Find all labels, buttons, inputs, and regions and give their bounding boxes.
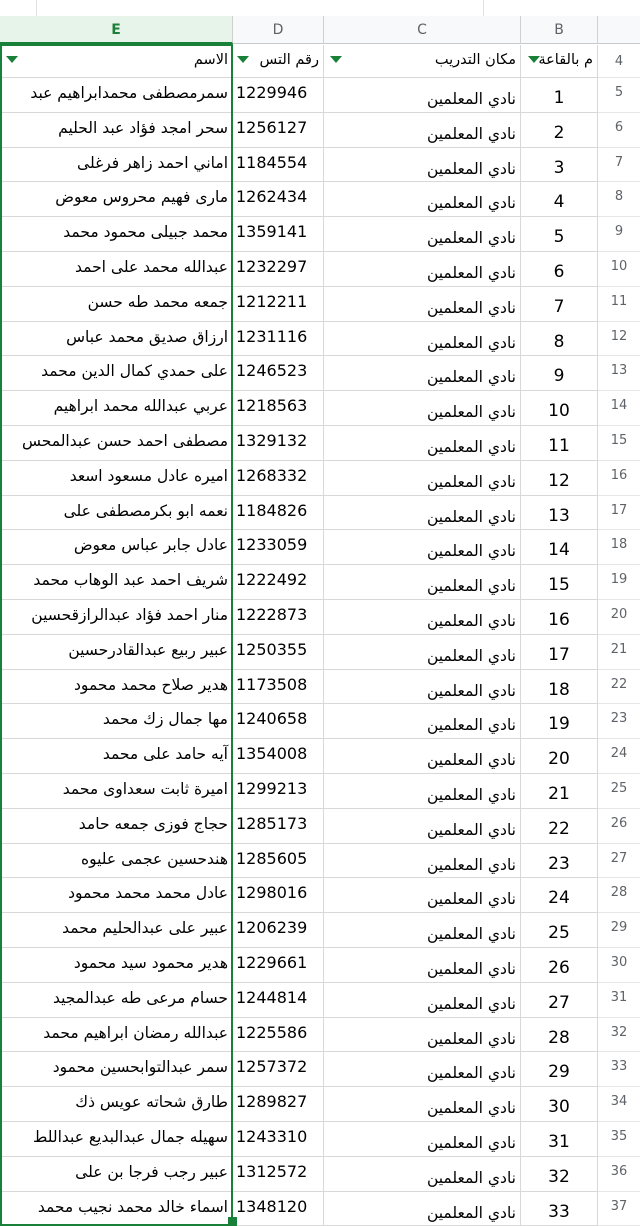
name-cell[interactable]: عربي عبدالله محمد ابراهيم <box>0 391 233 426</box>
name-cell[interactable]: عبير على عبدالحليم محمد <box>0 913 233 948</box>
index-cell[interactable]: 15 <box>521 565 598 600</box>
filter-dropdown-icon[interactable] <box>6 56 18 63</box>
training-place-cell[interactable]: نادي المعلمين <box>324 670 521 705</box>
seat-number-cell[interactable]: 1173508 <box>233 670 324 705</box>
name-cell[interactable]: ارزاق صديق محمد عباس <box>0 322 233 357</box>
training-place-cell[interactable]: نادي المعلمين <box>324 182 521 217</box>
name-cell[interactable]: شريف احمد عبد الوهاب محمد <box>0 565 233 600</box>
name-cell[interactable]: نعمه ابو بكرمصطفى على <box>0 496 233 531</box>
index-cell[interactable]: 5 <box>521 217 598 252</box>
row-header[interactable]: 26 <box>598 809 640 844</box>
name-cell[interactable]: عبدالله رمضان ابراهيم محمد <box>0 1018 233 1053</box>
index-cell[interactable]: 24 <box>521 878 598 913</box>
name-cell[interactable]: عبدالله محمد على احمد <box>0 252 233 287</box>
index-cell[interactable]: 26 <box>521 948 598 983</box>
seat-number-cell[interactable]: 1348120 <box>233 1192 324 1226</box>
seat-number-cell[interactable]: 1257372 <box>233 1052 324 1087</box>
name-cell[interactable]: مارى فهيم محروس معوض <box>0 182 233 217</box>
seat-number-cell[interactable]: 1359141 <box>233 217 324 252</box>
row-header[interactable]: 10 <box>598 252 640 287</box>
fill-handle[interactable] <box>228 1217 237 1226</box>
index-cell[interactable]: 25 <box>521 913 598 948</box>
name-cell[interactable]: طارق شحاته عويس ذك <box>0 1087 233 1122</box>
index-cell[interactable]: 27 <box>521 983 598 1018</box>
index-cell[interactable]: 7 <box>521 287 598 322</box>
filter-dropdown-icon[interactable] <box>237 56 249 63</box>
training-place-cell[interactable]: نادي المعلمين <box>324 948 521 983</box>
name-cell[interactable]: مصطفى احمد حسن عبدالمحس <box>0 426 233 461</box>
index-cell[interactable]: 33 <box>521 1192 598 1226</box>
name-cell[interactable]: آيه حامد على محمد <box>0 739 233 774</box>
index-cell[interactable]: 19 <box>521 704 598 739</box>
training-place-cell[interactable]: نادي المعلمين <box>324 1052 521 1087</box>
seat-number-cell[interactable]: 1312572 <box>233 1157 324 1192</box>
index-cell[interactable]: 23 <box>521 844 598 879</box>
row-header[interactable]: 11 <box>598 287 640 322</box>
row-header[interactable]: 30 <box>598 948 640 983</box>
name-cell[interactable]: هدير صلاح محمد محمود <box>0 670 233 705</box>
seat-number-cell[interactable]: 1354008 <box>233 739 324 774</box>
training-place-cell[interactable]: نادي المعلمين <box>324 635 521 670</box>
seat-number-cell[interactable]: 1329132 <box>233 426 324 461</box>
training-place-cell[interactable]: نادي المعلمين <box>324 739 521 774</box>
divider <box>483 0 484 16</box>
seat-number-cell[interactable]: 1229661 <box>233 948 324 983</box>
filter-dropdown-icon[interactable] <box>330 56 342 63</box>
row-header[interactable]: 33 <box>598 1052 640 1087</box>
seat-number-cell[interactable]: 1250355 <box>233 635 324 670</box>
training-place-cell[interactable]: نادي المعلمين <box>324 1122 521 1157</box>
training-place-cell[interactable]: نادي المعلمين <box>324 113 521 148</box>
index-cell[interactable]: 11 <box>521 426 598 461</box>
name-cell[interactable]: سهيله جمال عبدالبديع عبداللط <box>0 1122 233 1157</box>
seat-number-cell[interactable]: 1225586 <box>233 1018 324 1053</box>
name-cell[interactable]: اميره عادل مسعود اسعد <box>0 461 233 496</box>
row-header[interactable]: 35 <box>598 1122 640 1157</box>
name-cell[interactable]: عادل جابر عباس معوض <box>0 530 233 565</box>
seat-number-cell[interactable]: 1229946 <box>233 78 324 113</box>
column-header-D[interactable]: D <box>233 16 324 44</box>
training-place-cell[interactable]: نادي المعلمين <box>324 148 521 183</box>
seat-number-cell[interactable]: 1289827 <box>233 1087 324 1122</box>
row-header[interactable]: 37 <box>598 1192 640 1226</box>
seat-number-cell[interactable]: 1285173 <box>233 809 324 844</box>
seat-number-cell[interactable]: 1268332 <box>233 461 324 496</box>
seat-number-cell[interactable]: 1233059 <box>233 530 324 565</box>
seat-number-cell[interactable]: 1262434 <box>233 182 324 217</box>
row-header[interactable]: 6 <box>598 113 640 148</box>
row-header[interactable]: 31 <box>598 983 640 1018</box>
name-cell[interactable]: عادل محمد محمد محمود <box>0 878 233 913</box>
name-cell[interactable]: اميرة ثابت سعداوى محمد <box>0 774 233 809</box>
seat-number-cell[interactable]: 1299213 <box>233 774 324 809</box>
training-place-cell[interactable]: نادي المعلمين <box>324 1018 521 1053</box>
index-cell[interactable]: 1 <box>521 78 598 113</box>
column-header-B[interactable]: B <box>521 16 598 44</box>
row-header[interactable]: 19 <box>598 565 640 600</box>
index-cell[interactable]: 29 <box>521 1052 598 1087</box>
training-place-cell[interactable]: نادي المعلمين <box>324 426 521 461</box>
training-place-cell[interactable]: نادي المعلمين <box>324 217 521 252</box>
index-cell[interactable]: 28 <box>521 1018 598 1053</box>
seat-number-cell[interactable]: 1212211 <box>233 287 324 322</box>
row-header[interactable]: 17 <box>598 496 640 531</box>
name-cell[interactable]: محمد جبيلى محمود محمد <box>0 217 233 252</box>
header-label-hall-index: م بالقاعة <box>538 52 593 68</box>
name-cell[interactable]: سمرمصطفى محمدابراهيم عبد <box>0 78 233 113</box>
index-cell[interactable]: 10 <box>521 391 598 426</box>
name-cell[interactable]: اماني احمد زاهر فرغلى <box>0 148 233 183</box>
training-place-cell[interactable]: نادي المعلمين <box>324 809 521 844</box>
row-header[interactable]: 36 <box>598 1157 640 1192</box>
training-place-cell[interactable]: نادي المعلمين <box>324 322 521 357</box>
training-place-cell[interactable]: نادي المعلمين <box>324 252 521 287</box>
name-cell[interactable]: جمعه محمد طه حسن <box>0 287 233 322</box>
row-header[interactable]: 34 <box>598 1087 640 1122</box>
index-cell[interactable]: 16 <box>521 600 598 635</box>
row-header[interactable]: 32 <box>598 1018 640 1053</box>
row-header[interactable]: 27 <box>598 844 640 879</box>
seat-number-cell[interactable]: 1184826 <box>233 496 324 531</box>
seat-number-cell[interactable]: 1298016 <box>233 878 324 913</box>
index-cell[interactable]: 6 <box>521 252 598 287</box>
seat-number-cell[interactable]: 1218563 <box>233 391 324 426</box>
header-cell-training-place[interactable] <box>324 45 521 78</box>
training-place-cell[interactable]: نادي المعلمين <box>324 1087 521 1122</box>
seat-number-cell[interactable]: 1285605 <box>233 844 324 879</box>
header-label-name: الاسم <box>193 52 228 68</box>
training-place-cell[interactable]: نادي المعلمين <box>324 844 521 879</box>
row-header[interactable]: 12 <box>598 322 640 357</box>
index-cell[interactable]: 32 <box>521 1157 598 1192</box>
index-cell[interactable]: 31 <box>521 1122 598 1157</box>
training-place-cell[interactable]: نادي المعلمين <box>324 1192 521 1226</box>
header-cell-name[interactable] <box>0 45 233 78</box>
index-cell[interactable]: 21 <box>521 774 598 809</box>
row-header[interactable]: 18 <box>598 530 640 565</box>
training-place-cell[interactable]: نادي المعلمين <box>324 704 521 739</box>
header-label-training-place: مكان التدريب <box>434 52 516 68</box>
row-header[interactable]: 14 <box>598 391 640 426</box>
name-cell[interactable]: منار احمد فؤاد عبدالرازقحسين <box>0 600 233 635</box>
row-header[interactable]: 15 <box>598 426 640 461</box>
training-place-cell[interactable]: نادي المعلمين <box>324 878 521 913</box>
row-header-corner <box>598 16 640 44</box>
row-header[interactable]: 28 <box>598 878 640 913</box>
name-cell[interactable]: سمر عبدالتوابحسين محمود <box>0 1052 233 1087</box>
training-place-cell[interactable]: نادي المعلمين <box>324 287 521 322</box>
training-place-cell[interactable]: نادي المعلمين <box>324 1157 521 1192</box>
seat-number-cell[interactable]: 1184554 <box>233 148 324 183</box>
seat-number-cell[interactable]: 1206239 <box>233 913 324 948</box>
index-cell[interactable]: 9 <box>521 356 598 391</box>
training-place-cell[interactable]: نادي المعلمين <box>324 391 521 426</box>
row-header[interactable]: 8 <box>598 182 640 217</box>
index-cell[interactable]: 20 <box>521 739 598 774</box>
seat-number-cell[interactable]: 1246523 <box>233 356 324 391</box>
column-header-E[interactable]: E <box>0 16 233 44</box>
header-label-seat-number: رقم التس <box>259 52 319 68</box>
training-place-cell[interactable]: نادي المعلمين <box>324 913 521 948</box>
seat-number-cell[interactable]: 1240658 <box>233 704 324 739</box>
seat-number-cell[interactable]: 1244814 <box>233 983 324 1018</box>
index-cell[interactable]: 13 <box>521 496 598 531</box>
name-cell[interactable]: حجاج فوزى جمعه حامد <box>0 809 233 844</box>
row-header[interactable]: 16 <box>598 461 640 496</box>
seat-number-cell[interactable]: 1222873 <box>233 600 324 635</box>
index-cell[interactable]: 14 <box>521 530 598 565</box>
index-cell[interactable]: 3 <box>521 148 598 183</box>
seat-number-cell[interactable]: 1231116 <box>233 322 324 357</box>
row-header[interactable]: 20 <box>598 600 640 635</box>
name-cell[interactable]: عبير ربيع عبدالقادرحسين <box>0 635 233 670</box>
row-header[interactable]: 22 <box>598 670 640 705</box>
column-header-C[interactable]: C <box>324 16 521 44</box>
training-place-cell[interactable]: نادي المعلمين <box>324 565 521 600</box>
row-header[interactable]: 9 <box>598 217 640 252</box>
toolbar-edge <box>0 0 640 17</box>
header-cell-seat-number[interactable] <box>233 45 324 78</box>
row-header[interactable]: 23 <box>598 704 640 739</box>
row-header[interactable]: 25 <box>598 774 640 809</box>
name-cell[interactable]: سحر امجد فؤاد عبد الحليم <box>0 113 233 148</box>
seat-number-cell[interactable]: 1243310 <box>233 1122 324 1157</box>
header-cell-hall-index[interactable] <box>521 45 598 78</box>
index-cell[interactable]: 12 <box>521 461 598 496</box>
name-cell[interactable]: مها جمال زك محمد <box>0 704 233 739</box>
training-place-cell[interactable]: نادي المعلمين <box>324 78 521 113</box>
row-header[interactable]: 29 <box>598 913 640 948</box>
name-cell[interactable]: هندحسين عجمى عليوه <box>0 844 233 879</box>
row-header[interactable]: 7 <box>598 148 640 183</box>
index-cell[interactable]: 17 <box>521 635 598 670</box>
index-cell[interactable]: 4 <box>521 182 598 217</box>
index-cell[interactable]: 8 <box>521 322 598 357</box>
index-cell[interactable]: 30 <box>521 1087 598 1122</box>
training-place-cell[interactable]: نادي المعلمين <box>324 530 521 565</box>
seat-number-cell[interactable]: 1256127 <box>233 113 324 148</box>
row-header[interactable]: 24 <box>598 739 640 774</box>
row-header[interactable]: 13 <box>598 356 640 391</box>
row-header[interactable]: 4 <box>598 45 640 78</box>
filter-dropdown-icon[interactable] <box>528 56 540 63</box>
training-place-cell[interactable]: نادي المعلمين <box>324 600 521 635</box>
name-cell[interactable]: هدير محمود سيد محمود <box>0 948 233 983</box>
name-cell[interactable]: على حمدي كمال الدين محمد <box>0 356 233 391</box>
index-cell[interactable]: 22 <box>521 809 598 844</box>
name-cell[interactable]: عبير رجب فرجا بن على <box>0 1157 233 1192</box>
training-place-cell[interactable]: نادي المعلمين <box>324 983 521 1018</box>
index-cell[interactable]: 2 <box>521 113 598 148</box>
training-place-cell[interactable]: نادي المعلمين <box>324 496 521 531</box>
row-header[interactable]: 21 <box>598 635 640 670</box>
seat-number-cell[interactable]: 1232297 <box>233 252 324 287</box>
row-header[interactable]: 5 <box>598 78 640 113</box>
index-cell[interactable]: 18 <box>521 670 598 705</box>
name-cell[interactable]: حسام مرعى طه عبدالمجيد <box>0 983 233 1018</box>
training-place-cell[interactable]: نادي المعلمين <box>324 461 521 496</box>
name-cell[interactable]: اسماء خالد محمد نجيب محمد <box>0 1192 233 1226</box>
seat-number-cell[interactable]: 1222492 <box>233 565 324 600</box>
divider <box>36 0 37 16</box>
training-place-cell[interactable]: نادي المعلمين <box>324 774 521 809</box>
training-place-cell[interactable]: نادي المعلمين <box>324 356 521 391</box>
